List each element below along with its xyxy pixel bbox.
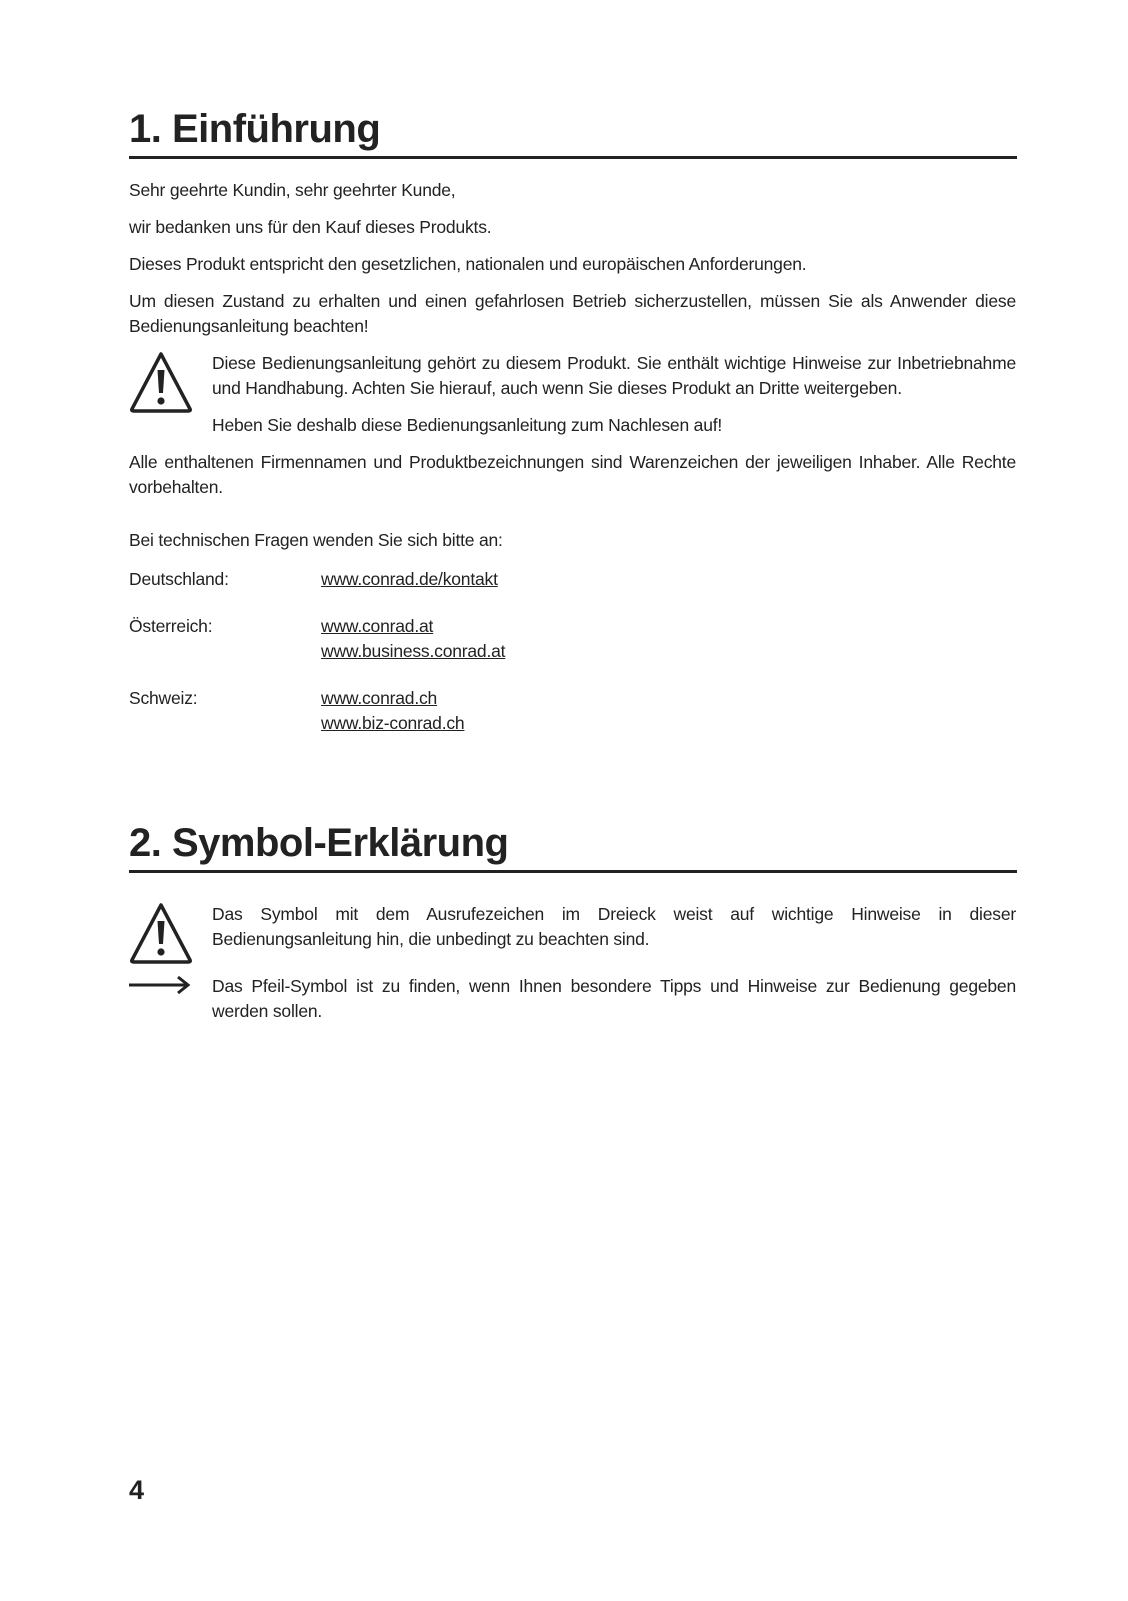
contact-row: [129, 686, 1016, 736]
compliance-text: Dieses Produkt entspricht den gesetzlichen, nationalen und europäischen Anforderungen.: [129, 254, 807, 274]
warning-triangle-icon: [129, 902, 193, 964]
warning-note: [129, 351, 1016, 438]
section-heading-symbols: 2. Symbol-Erklärung: [129, 820, 1017, 873]
contact-link[interactable]: www.conrad.de/kontakt: [321, 569, 498, 589]
page-number: 4: [129, 1475, 145, 1505]
contact-row: [129, 614, 1016, 664]
warning-text-2: Heben Sie deshalb diese Bedienungsanleitung zum Nachlesen auf!: [212, 415, 723, 435]
contact-links: [321, 567, 498, 592]
thanks-text: wir bedanken uns für den Kauf dieses Produkts.: [129, 217, 492, 237]
contact-country: Österreich:: [129, 616, 213, 636]
trademarks-text: Alle enthaltenen Firmennamen und Produktbezeichnungen sind Warenzeichen der jeweiligen Inhaber. Alle Rechte vorbehalten.: [129, 452, 1016, 497]
questions-text: Bei technischen Fragen wenden Sie sich bitte an:: [129, 530, 503, 550]
symbol-warning-text: Das Symbol mit dem Ausrufezeichen im Dreieck weist auf wichtige Hinweise in dieser Bedienungsanleitung hin, die unbedingt zu beachten sind.: [212, 904, 1016, 949]
contact-link[interactable]: www.biz-conrad.ch: [321, 713, 465, 733]
contact-row: [129, 567, 1016, 592]
symbol-warning-note: [129, 902, 1016, 968]
arrow-right-icon: [129, 973, 193, 997]
contact-country: Schweiz:: [129, 688, 198, 708]
contact-list: [129, 567, 1016, 736]
symbol-arrow-note: [129, 974, 1016, 1024]
contact-link[interactable]: www.conrad.ch: [321, 688, 438, 708]
contact-link[interactable]: www.business.conrad.at: [321, 641, 506, 661]
warning-triangle-icon: [129, 351, 193, 413]
section-heading-introduction: 1. Einführung: [129, 106, 1017, 159]
contact-country: Deutschland:: [129, 569, 229, 589]
warning-text-1: Diese Bedienungsanleitung gehört zu diesem Produkt. Sie enthält wichtige Hinweise zur Inbetriebnahme und Handhabung. Achten Sie hierauf, auch wenn Sie dieses Produkt an Dritte weitergeben.: [212, 353, 1016, 398]
contact-links: [321, 614, 505, 664]
maintain-text: Um diesen Zustand zu erhalten und einen gefahrlosen Betrieb sicherzustellen, müssen Sie als Anwender diese Bedienungsanleitung beachten!: [129, 291, 1016, 336]
greeting-text: Sehr geehrte Kundin, sehr geehrter Kunde,: [129, 180, 456, 200]
contact-links: [321, 686, 464, 736]
symbol-arrow-text: Das Pfeil-Symbol ist zu finden, wenn Ihnen besondere Tipps und Hinweise zur Bedienung gegeben werden sollen.: [212, 976, 1016, 1021]
contact-link[interactable]: www.conrad.at: [321, 616, 434, 636]
